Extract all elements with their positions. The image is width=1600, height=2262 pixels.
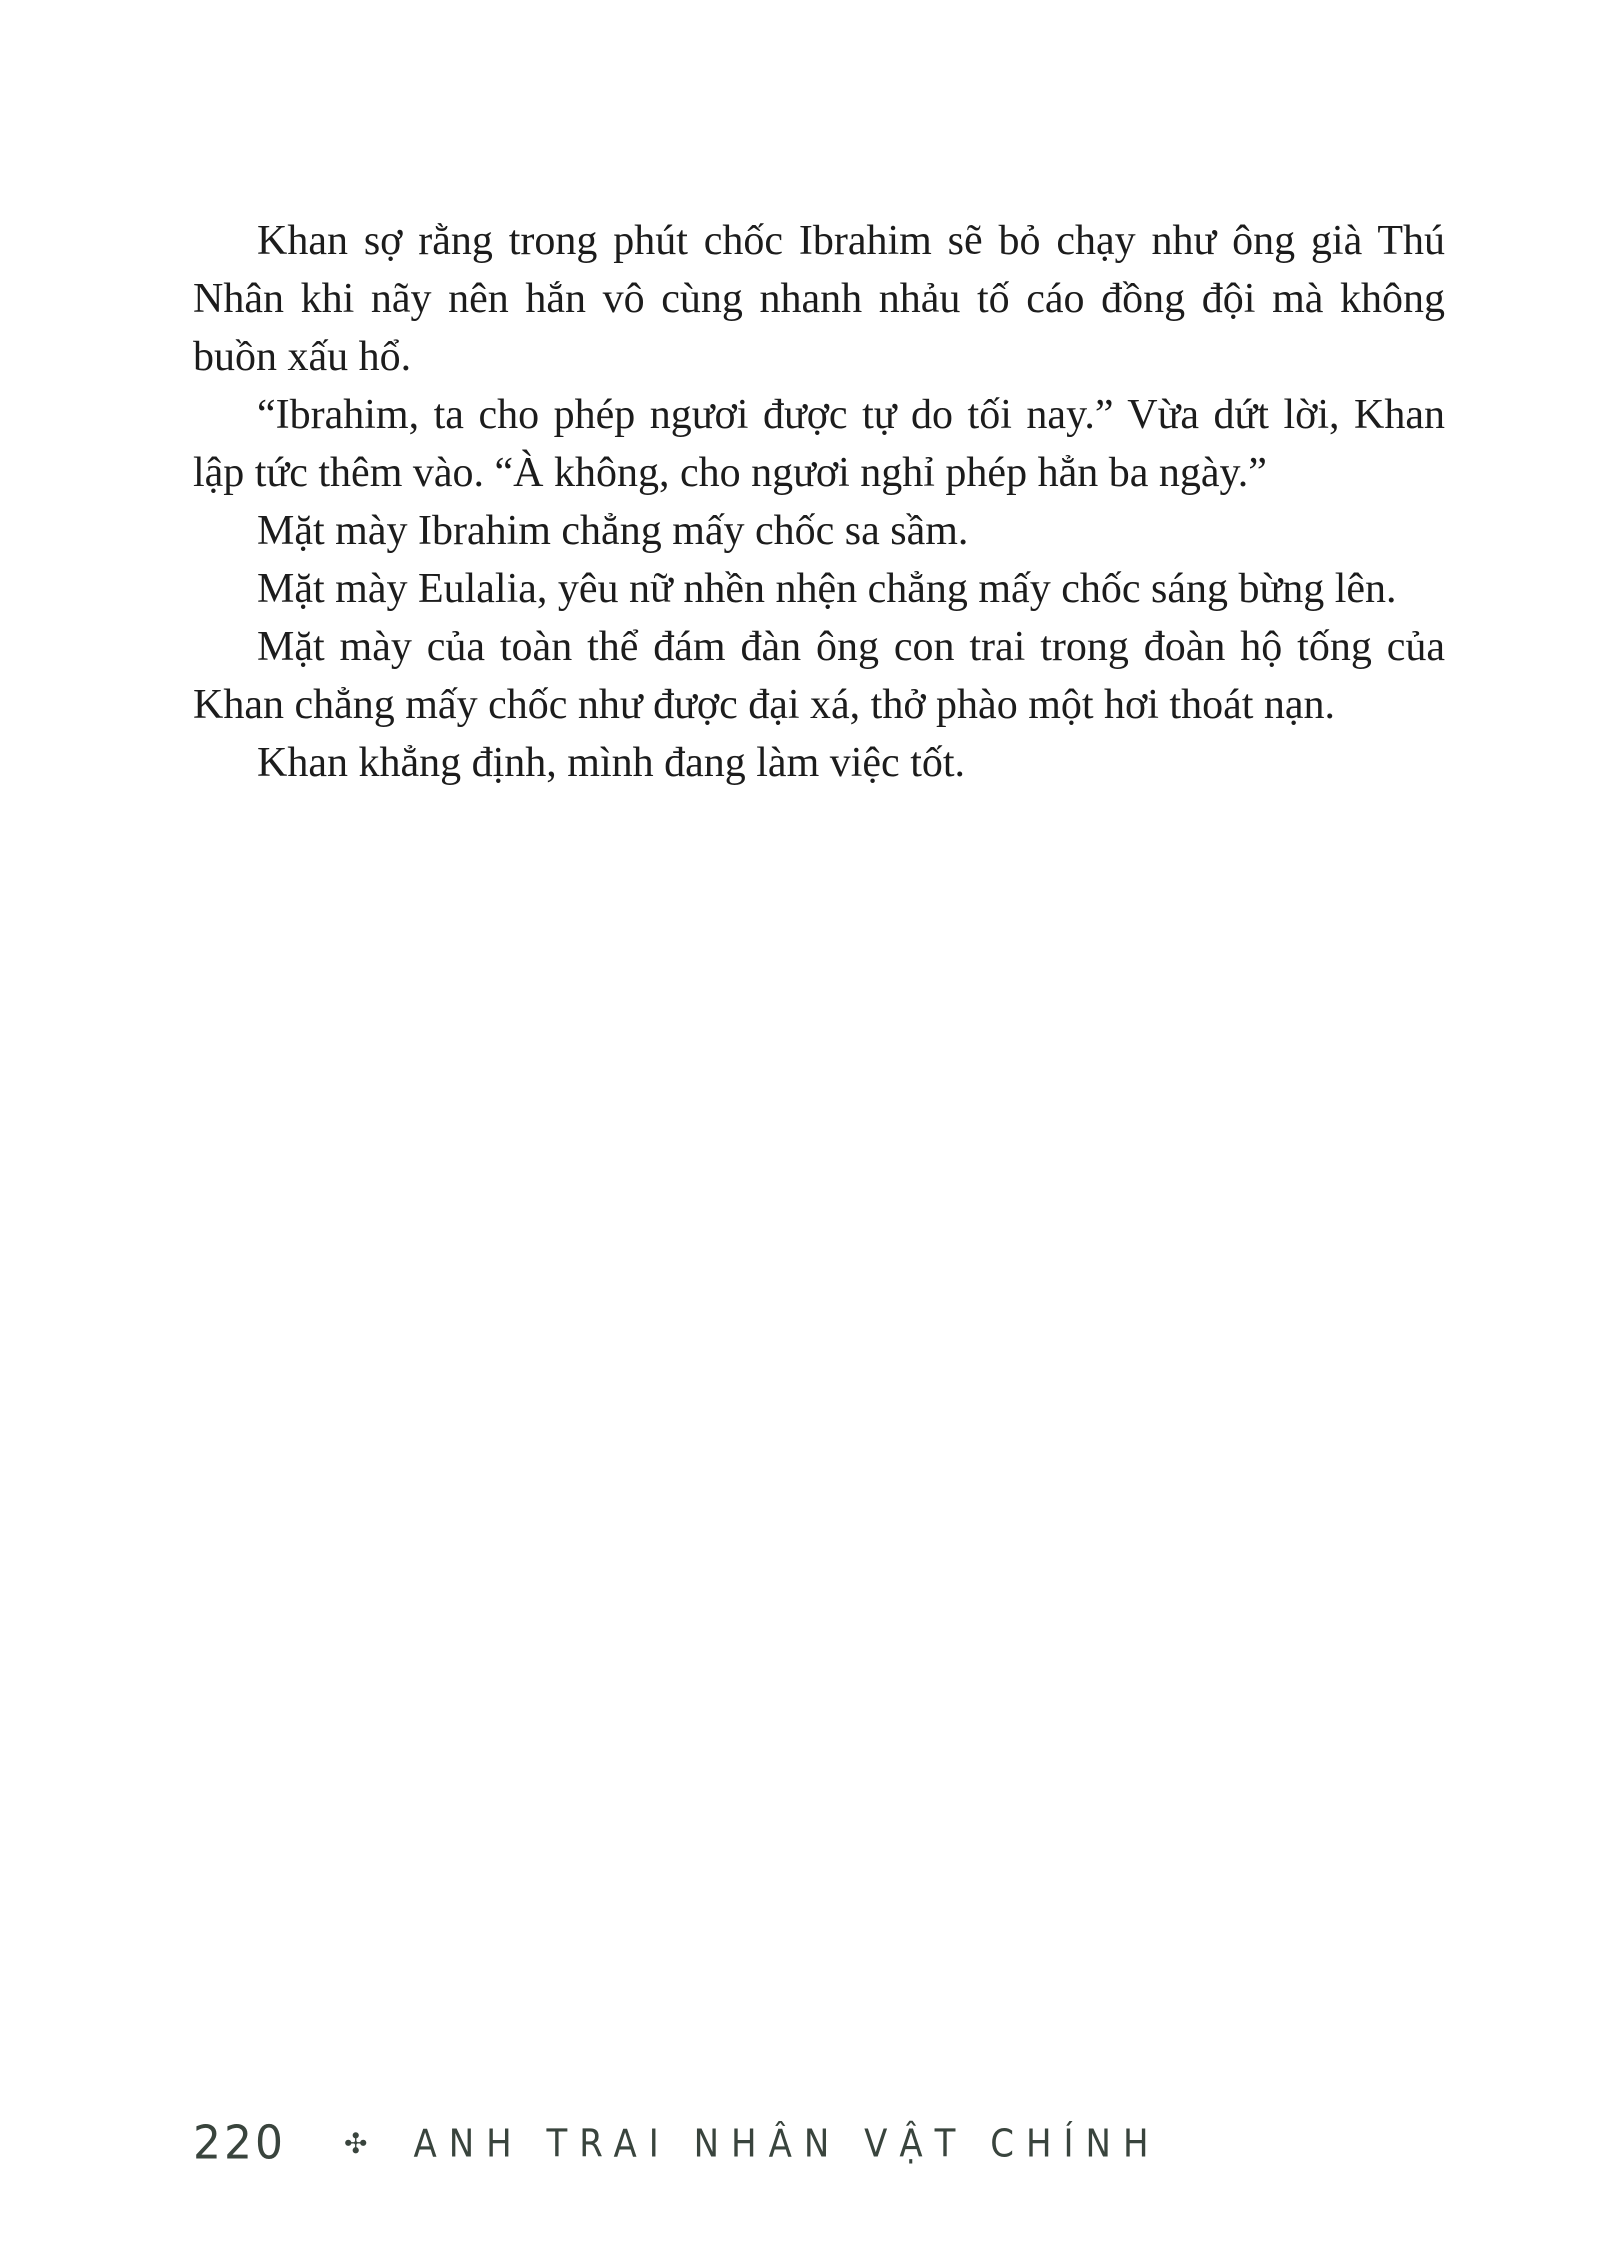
paragraph: Khan khẳng định, mình đang làm việc tốt.: [257, 740, 966, 786]
footer-ornament-icon: ✣: [343, 2128, 368, 2160]
page-footer: [193, 2118, 1161, 2169]
paragraph: “Ibrahim, ta cho phép ngươi được tự do tối nay.” Vừa dứt lời, Khan lập tức thêm vào. “À không, cho ngươi nghỉ phép hẳn ba ngày.”: [193, 392, 1445, 496]
paragraph: Mặt mày của toàn thể đám đàn ông con trai trong đoàn hộ tống của Khan chẳng mấy chốc như được đại xá, thở phào một hơi thoát nạn.: [193, 624, 1445, 728]
body-text: [193, 212, 1445, 792]
paragraph: Mặt mày Ibrahim chẳng mấy chốc sa sầm.: [257, 508, 969, 554]
page-number: 220: [193, 2116, 286, 2171]
paragraph: Khan sợ rằng trong phút chốc Ibrahim sẽ bỏ chạy như ông già Thú Nhân khi nãy nên hắn vô cùng nhanh nhảu tố cáo đồng đội mà không buồn xấu hổ.: [193, 218, 1445, 380]
paragraph: Mặt mày Eulalia, yêu nữ nhền nhện chẳng mấy chốc sáng bừng lên.: [257, 566, 1397, 612]
book-title: ANH TRAI NHÂN VẬT CHÍNH: [413, 2121, 1161, 2166]
